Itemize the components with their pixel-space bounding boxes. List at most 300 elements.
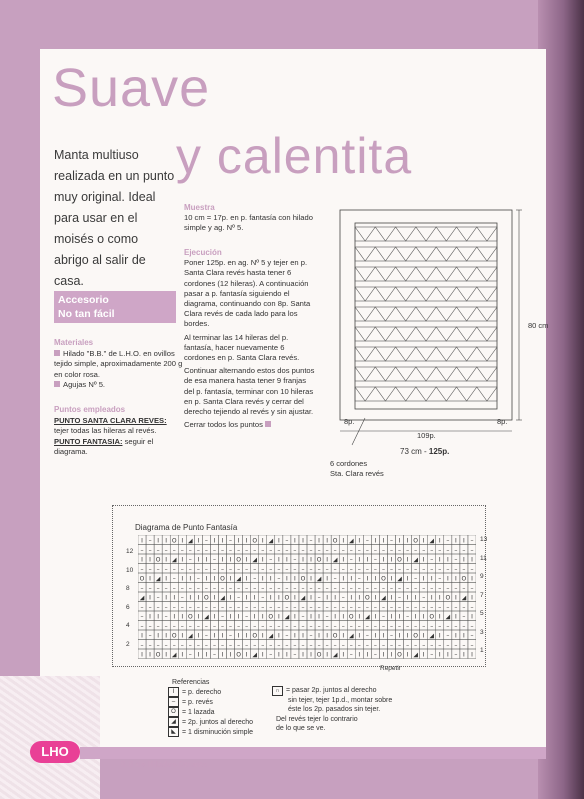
svg-text:–: – [212,547,216,554]
svg-text:–: – [341,566,345,573]
svg-text:–: – [237,604,241,611]
legend-left [168,678,253,737]
svg-text:◢: ◢ [429,632,435,640]
svg-text:I: I [221,651,224,659]
svg-text:I: I [471,651,473,659]
svg-text:–: – [454,556,458,564]
stitch-symbol-icon: ◢ [168,717,179,727]
svg-text:I: I [406,537,409,545]
svg-text:–: – [381,566,385,573]
svg-text:–: – [470,642,474,649]
svg-text:O: O [204,594,209,602]
svg-text:–: – [172,623,176,630]
row-number: 6 [126,603,130,611]
svg-text:–: – [245,566,249,573]
svg-text:I: I [382,632,385,640]
legend-item [168,687,253,697]
svg-text:I: I [157,537,160,545]
svg-text:–: – [277,623,281,630]
diagram-title: Diagrama de Punto Fantasía [135,523,238,532]
svg-text:I: I [358,556,361,564]
svg-text:–: – [357,566,361,573]
svg-text:I: I [374,632,377,640]
svg-text:–: – [462,613,466,621]
svg-text:I: I [294,632,296,640]
svg-text:–: – [253,604,257,611]
svg-text:I: I [454,594,457,602]
svg-text:–: – [261,566,265,573]
svg-text:–: – [365,547,369,554]
svg-text:–: – [333,585,337,592]
svg-text:–: – [438,642,442,649]
svg-text:–: – [357,604,361,611]
svg-text:–: – [349,604,353,611]
svg-text:–: – [317,642,321,649]
svg-text:I: I [422,537,425,545]
svg-text:–: – [204,642,208,649]
svg-text:–: – [422,623,426,630]
svg-text:–: – [454,651,458,659]
svg-text:–: – [221,585,224,592]
row-number: 8 [126,585,130,592]
svg-text:–: – [277,585,281,592]
svg-text:I: I [213,632,216,640]
svg-text:–: – [293,547,297,554]
svg-text:–: – [148,604,152,611]
svg-text:–: – [446,604,450,611]
svg-text:–: – [253,585,257,592]
materials-section [54,338,184,391]
svg-text:–: – [381,604,385,611]
svg-text:O: O [332,537,338,545]
svg-text:I: I [406,594,409,602]
svg-text:I: I [229,651,232,659]
svg-text:–: – [188,642,192,649]
svg-text:–: – [357,623,361,630]
footer-bar [80,747,546,759]
svg-text:◢: ◢ [220,594,225,602]
svg-text:O: O [139,575,145,583]
svg-text:–: – [285,585,289,592]
svg-text:–: – [285,632,289,640]
svg-text:–: – [172,547,176,554]
svg-text:◢: ◢ [300,594,306,602]
footer-text: B.B de Hilados Otranto. [120,760,210,769]
svg-text:–: – [156,566,160,573]
svg-text:–: – [180,566,184,573]
svg-text:◢: ◢ [413,556,418,564]
svg-text:–: – [237,623,241,630]
row-number: 10 [126,566,134,574]
svg-text:I: I [382,556,385,564]
svg-text:–: – [140,566,144,573]
legend-item-text: = p. derecho [182,688,222,696]
svg-text:–: – [293,566,297,573]
svg-text:I: I [269,594,272,602]
cordones-line-1: 6 cordones [330,459,368,468]
svg-text:–: – [349,566,353,573]
svg-text:–: – [148,585,152,592]
svg-text:–: – [309,585,313,592]
svg-text:I: I [149,594,151,602]
fantasia-label: PUNTO FANTASIA: [54,436,123,446]
svg-text:–: – [430,604,434,611]
svg-text:–: – [196,585,200,592]
instructions-section [184,248,316,433]
svg-text:–: – [180,547,184,554]
svg-text:–: – [269,642,273,649]
svg-text:I: I [454,575,457,583]
svg-text:–: – [204,604,208,611]
svg-text:–: – [261,547,265,554]
svg-text:I: I [471,556,473,564]
legend-item-text: = p. revés [182,698,213,706]
svg-text:I: I [406,632,409,640]
svg-text:◢: ◢ [413,651,418,659]
svg-text:–: – [422,604,426,611]
svg-text:–: – [309,566,313,573]
svg-text:–: – [446,632,450,640]
svg-text:–: – [156,642,160,649]
svg-text:–: – [414,623,418,630]
svg-text:I: I [374,594,377,602]
svg-text:–: – [317,585,321,592]
svg-text:I: I [181,537,184,545]
svg-text:–: – [357,642,361,649]
svg-text:–: – [454,547,458,554]
svg-text:–: – [349,623,353,630]
svg-text:I: I [471,575,473,583]
svg-text:–: – [196,547,200,554]
svg-text:–: – [406,604,410,611]
svg-text:–: – [422,566,426,573]
svg-text:◢: ◢ [365,613,370,621]
svg-text:–: – [454,642,458,649]
svg-text:I: I [446,575,449,583]
svg-text:–: – [349,556,353,564]
svg-text:–: – [357,575,361,583]
svg-text:–: – [140,604,144,611]
svg-text:–: – [446,642,450,649]
instructions-p1: Poner 125p. en ag. Nº 5 y tejer en p. Santa Clara revés hasta tener 6 cordones (12 hileras). A continuación pasar a p. fantasía siguiendo el diagrama, continuando con 8p. Santa Clara revés de cada lado para los bordes. [184,258,311,329]
legend-item-text: = 1 disminución simple [182,728,254,736]
svg-text:–: – [470,632,474,640]
svg-text:◢: ◢ [397,575,402,583]
svg-text:–: – [341,642,345,649]
svg-text:I: I [398,537,401,545]
svg-text:–: – [293,556,297,564]
svg-text:–: – [277,575,281,583]
svg-text:I: I [302,651,304,659]
svg-text:–: – [269,604,273,611]
svg-text:I: I [165,575,168,583]
svg-text:I: I [302,537,304,545]
svg-text:I: I [173,613,176,621]
svg-text:I: I [398,632,401,640]
legend-right-line-4: Del revés tejer lo contrario [276,715,358,723]
svg-text:–: – [365,566,369,573]
svg-text:I: I [181,632,184,640]
svg-text:I: I [326,594,329,602]
row-number: 11 [480,554,487,562]
svg-text:–: – [414,604,418,611]
svg-text:–: – [357,547,361,554]
svg-text:–: – [446,623,450,630]
svg-text:I: I [342,556,345,564]
svg-text:I: I [237,537,240,545]
bullet-icon [54,350,60,356]
svg-text:–: – [221,613,224,621]
stitch-symbol-icon: ◣ [168,727,179,737]
svg-text:–: – [237,566,241,573]
svg-text:I: I [302,632,304,640]
svg-text:O: O [316,651,322,659]
svg-text:–: – [188,547,192,554]
svg-text:O: O [220,575,225,583]
svg-text:I: I [366,575,369,583]
svg-text:◢: ◢ [348,632,354,640]
svg-text:◢: ◢ [284,613,290,621]
svg-text:I: I [374,613,377,621]
svg-text:O: O [413,632,419,640]
svg-text:–: – [309,623,313,630]
svg-text:–: – [390,585,393,592]
svg-text:–: – [422,585,426,592]
svg-text:I: I [245,575,248,583]
svg-text:–: – [430,642,434,649]
instructions-p4: Cerrar todos los puntos [184,420,263,430]
bullet-icon [54,381,60,387]
svg-text:I: I [245,537,248,545]
svg-text:–: – [349,547,353,554]
svg-text:–: – [204,585,208,592]
svg-text:–: – [261,585,265,592]
svg-text:I: I [294,594,296,602]
svg-text:I: I [366,556,369,564]
svg-text:–: – [237,585,241,592]
svg-text:I: I [326,651,329,659]
svg-text:–: – [317,547,321,554]
svg-text:I: I [326,556,329,564]
svg-text:–: – [245,585,249,592]
svg-text:–: – [438,585,442,592]
svg-text:–: – [381,642,385,649]
svg-text:–: – [454,604,458,611]
svg-text:–: – [390,566,393,573]
svg-text:I: I [350,594,353,602]
svg-text:I: I [277,556,280,564]
svg-text:–: – [438,566,442,573]
svg-text:–: – [204,632,208,640]
svg-text:◢: ◢ [348,537,354,545]
width-points: 125p. [428,447,450,456]
svg-text:◢: ◢ [381,594,386,602]
svg-text:I: I [165,632,168,640]
svg-text:–: – [148,623,152,630]
svg-text:–: – [293,642,297,649]
svg-text:–: – [398,642,402,649]
svg-text:I: I [310,613,312,621]
svg-text:I: I [213,575,216,583]
svg-text:–: – [164,642,168,649]
svg-text:I: I [334,613,337,621]
svg-text:I: I [237,613,240,621]
svg-text:–: – [406,623,410,630]
svg-text:I: I [157,632,160,640]
svg-text:–: – [212,651,216,659]
svg-text:–: – [253,642,257,649]
svg-text:–: – [212,623,216,630]
svg-text:–: – [430,651,434,659]
svg-text:–: – [381,547,385,554]
svg-text:–: – [430,585,434,592]
svg-text:–: – [229,537,233,545]
end-square-icon [265,421,271,427]
svg-text:O: O [252,537,258,545]
svg-text:I: I [454,537,457,545]
svg-text:I: I [229,556,232,564]
svg-text:I: I [261,556,264,564]
svg-text:–: – [221,566,224,573]
svg-text:–: – [212,604,216,611]
svg-text:–: – [261,623,265,630]
instructions-p3: Continuar alternando estos dos puntos de esa manera hasta tener 9 franjas del p. fantasía, terminar con 10 hileras en p. Santa Clara revés y cerrar del derecho tejiendo al revés y sin ajustar. [184,366,315,417]
svg-text:I: I [213,594,216,602]
svg-text:–: – [188,604,192,611]
svg-text:–: – [357,585,361,592]
svg-text:O: O [461,575,467,583]
svg-text:I: I [157,613,160,621]
row-number: 9 [480,573,484,580]
svg-text:–: – [470,537,474,545]
stitches-heading: Puntos empleados [54,405,126,414]
svg-text:–: – [406,642,410,649]
svg-text:I: I [438,632,441,640]
svg-text:–: – [301,613,305,621]
svg-text:I: I [245,651,248,659]
svg-text:–: – [446,566,450,573]
svg-text:I: I [269,575,272,583]
svg-text:–: – [406,585,410,592]
svg-text:I: I [229,594,232,602]
svg-text:I: I [294,575,296,583]
svg-text:O: O [397,556,402,564]
row-number: 7 [480,591,484,599]
svg-text:I: I [342,651,345,659]
svg-text:I: I [149,556,151,564]
right-border-label: 8p. [497,417,508,426]
svg-text:–: – [164,613,168,621]
svg-text:–: – [462,547,466,554]
stitches-section [54,405,184,458]
svg-text:–: – [229,566,233,573]
svg-text:I: I [229,613,232,621]
legend-item-text: = 1 lazada [182,708,215,716]
legend-right-line-2: sin tejer, tejer 1p.d., montar sobre [288,697,393,704]
svg-text:–: – [253,566,257,573]
svg-text:◢: ◢ [171,556,177,564]
svg-text:–: – [180,585,184,592]
materials-item-2: Agujas Nº 5. [63,380,106,389]
svg-text:I: I [197,594,200,602]
svg-text:–: – [398,594,402,602]
svg-text:I: I [285,651,288,659]
knit-texture-photo [0,676,100,799]
svg-text:–: – [245,642,249,649]
svg-text:I: I [205,651,208,659]
svg-text:–: – [212,566,216,573]
svg-text:◢: ◢ [316,575,322,583]
svg-text:–: – [277,604,281,611]
svg-text:–: – [406,566,410,573]
svg-text:O: O [381,575,386,583]
santa-clara-label: PUNTO SANTA CLARA REVES: [54,415,167,425]
svg-text:–: – [365,537,369,545]
badge-line-1: Accesorio [58,294,109,306]
svg-text:I: I [382,651,385,659]
svg-text:–: – [245,604,249,611]
stitch-symbol-icon: O [168,707,179,717]
svg-text:–: – [341,585,345,592]
svg-text:–: – [454,623,458,630]
svg-text:–: – [422,547,426,554]
svg-text:–: – [188,623,192,630]
svg-text:–: – [325,566,329,573]
svg-text:O: O [429,613,435,621]
svg-text:–: – [390,547,393,554]
svg-text:–: – [156,585,160,592]
svg-text:I: I [310,556,312,564]
svg-text:–: – [422,594,426,602]
svg-text:–: – [301,623,305,630]
svg-text:I: I [326,632,329,640]
svg-text:–: – [229,642,233,649]
svg-text:–: – [285,642,289,649]
svg-text:–: – [349,642,353,649]
svg-text:–: – [285,566,289,573]
svg-text:I: I [197,556,200,564]
svg-text:–: – [373,566,377,573]
svg-text:–: – [237,547,241,554]
svg-text:–: – [237,594,241,602]
svg-text:–: – [277,566,281,573]
svg-text:–: – [221,642,224,649]
svg-text:–: – [470,623,474,630]
svg-text:–: – [333,642,337,649]
svg-text:I: I [245,556,248,564]
svg-text:–: – [156,547,160,554]
svg-text:–: – [156,604,160,611]
svg-text:I: I [253,613,256,621]
svg-text:–: – [381,623,385,630]
svg-text:I: I [285,575,288,583]
svg-text:–: – [462,642,466,649]
svg-text:–: – [229,547,233,554]
svg-text:–: – [373,547,377,554]
svg-text:I: I [189,575,192,583]
svg-text:–: – [333,547,337,554]
svg-text:I: I [390,575,393,583]
svg-text:–: – [140,642,144,649]
svg-text:–: – [301,604,305,611]
svg-text:–: – [462,604,466,611]
svg-text:–: – [229,604,233,611]
svg-text:–: – [398,547,402,554]
svg-text:–: – [390,632,393,640]
svg-text:–: – [140,613,144,621]
svg-text:◢: ◢ [332,556,338,564]
svg-text:–: – [285,547,289,554]
